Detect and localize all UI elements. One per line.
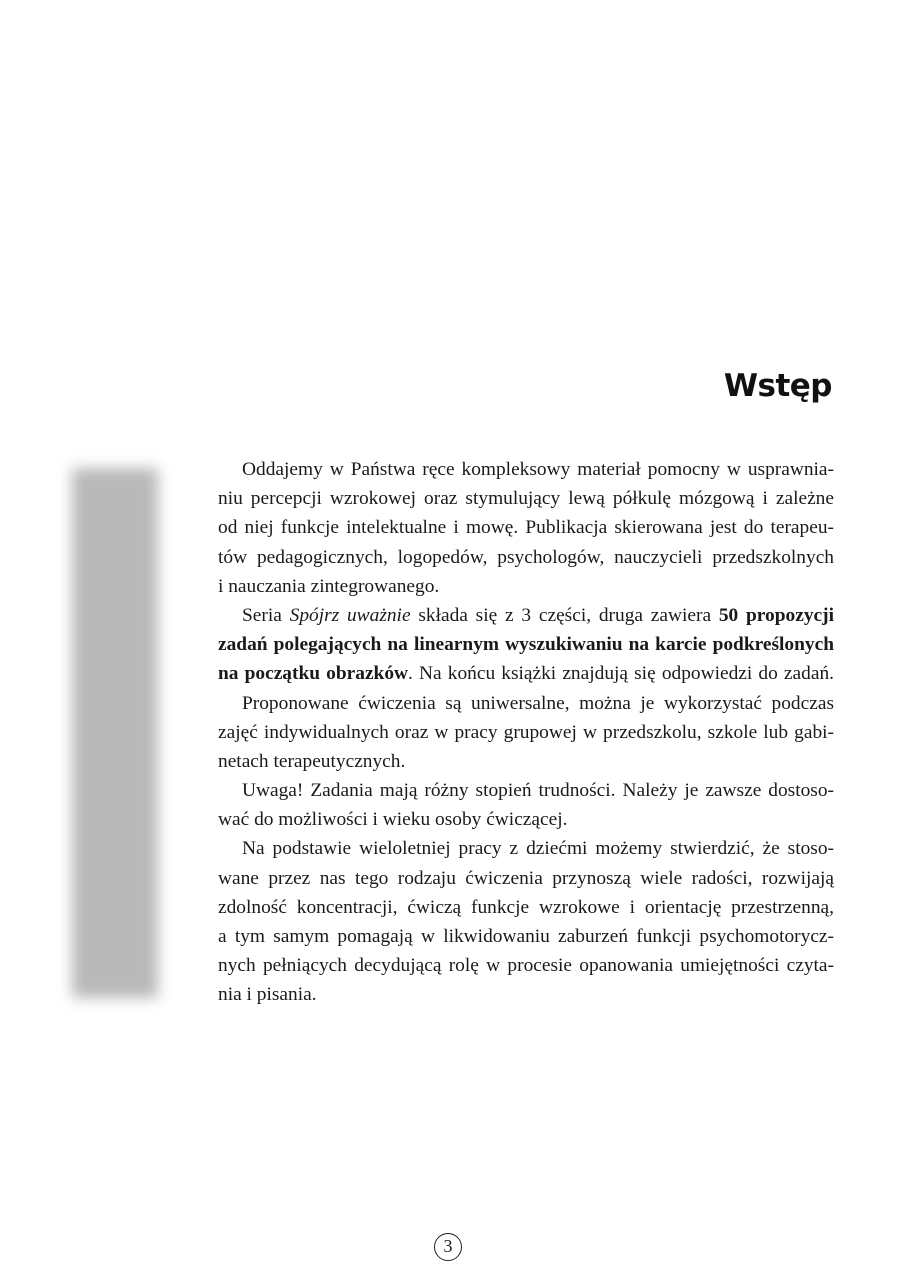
- text-line: nych pełniących decydującą rolę w procesie opanowania umiejętności czyta-: [218, 955, 834, 977]
- text-line: i nauczania zintegrowanego.: [218, 575, 440, 597]
- text-line: Uwaga! Zadania mają różny stopień trudności. Należy je zawsze dostoso-: [242, 780, 834, 802]
- text-line: a tym samym pomagają w likwidowaniu zaburzeń funkcji psychomotorycz-: [218, 926, 834, 947]
- text-line: wać do możliwości i wieku osoby ćwiczącej.: [218, 809, 568, 831]
- text-line: zdolność koncentracji, ćwiczą funkcje wzrokowe i orientację przestrzenną,: [218, 896, 834, 918]
- page-number: 3: [434, 1233, 462, 1261]
- page-title: Wstęp: [723, 368, 832, 404]
- emphasis-text: 50 propozycji: [718, 604, 834, 626]
- paragraph: [218, 689, 834, 777]
- text-line: [218, 601, 834, 630]
- text-run: Seria: [242, 604, 290, 626]
- paragraph: [218, 455, 834, 601]
- series-title: Spójrz uważnie: [289, 604, 411, 626]
- text-run: . Na końcu książki znajdują się odpowiedzi do zadań.: [408, 663, 834, 685]
- text-line: Proponowane ćwiczenia są uniwersalne, można je wykorzystać podczas: [242, 692, 834, 714]
- body-text: [218, 455, 834, 1010]
- text-line: netach terapeutycznych.: [218, 750, 406, 772]
- text-line: od niej funkcje intelektualne i mowę. Publikacja skierowana jest do terapeu-: [218, 517, 834, 539]
- text-line: niu percepcji wzrokowej oraz stymulujący lewą półkulę mózgową i zależne: [218, 488, 834, 510]
- emphasis-text: zadań polegających na linearnym wyszukiwaniu na karcie podkreślonych: [218, 634, 834, 656]
- emphasis-text: na początku obrazków: [218, 663, 409, 685]
- paragraph: [218, 776, 834, 834]
- text-line: [218, 630, 834, 659]
- paragraph: [218, 834, 834, 1009]
- text-line: [218, 659, 834, 688]
- decorative-side-bar: [72, 468, 158, 998]
- paragraph: [218, 601, 834, 689]
- text-line: zajęć indywidualnych oraz w pracy grupowej w przedszkolu, szkole lub gabi-: [218, 721, 834, 743]
- text-line: tów pedagogicznych, logopedów, psychologów, nauczycieli przedszkolnych: [218, 546, 834, 568]
- text-line: Na podstawie wieloletniej pracy z dziećmi możemy stwierdzić, że stoso-: [242, 838, 834, 860]
- text-line: wane przez nas tego rodzaju ćwiczenia przynoszą wiele radości, rozwijają: [218, 867, 834, 889]
- text-line: Oddajemy w Państwa ręce kompleksowy materiał pomocny w usprawnia-: [242, 459, 834, 480]
- text-line: nia i pisania.: [218, 984, 317, 1006]
- text-run: składa się z 3 części, druga zawiera: [410, 604, 719, 626]
